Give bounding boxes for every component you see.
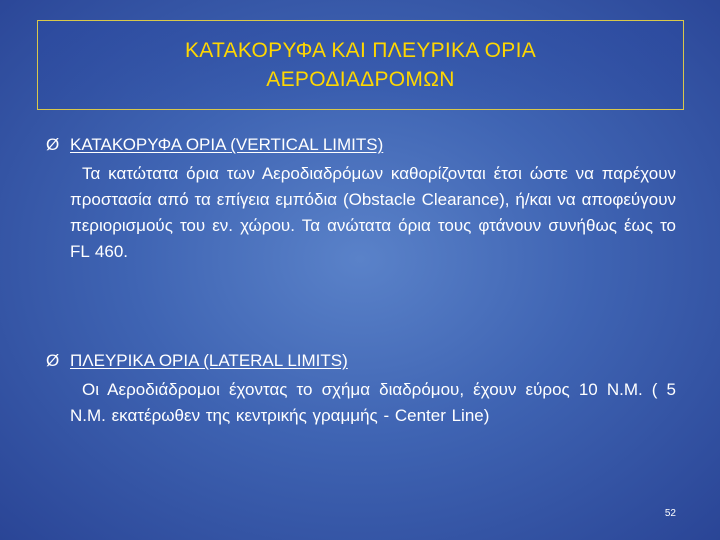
arrow-bullet-icon: Ø xyxy=(46,135,60,154)
section-body-lateral: Οι Αεροδιάδρομοι έχοντας το σχήμα διαδρόμου, έχουν εύρος 10 N.M. ( 5 N.M. εκατέρωθεν της κεντρικής γραμμής - Center Line) xyxy=(70,380,676,425)
section-heading-row xyxy=(46,349,676,373)
section-heading-lateral: ΠΛΕΥΡΙΚΑ ΟΡΙΑ (LATERAL LIMITS) xyxy=(70,351,348,370)
slide-title-box xyxy=(37,20,684,110)
slide-title-line-2: ΑΕΡΟΔΙΑΔΡΟΜΩΝ xyxy=(266,68,455,91)
section-lateral-limits xyxy=(46,349,676,429)
slide-title-line-1: ΚΑΤΑΚΟΡΥΦΑ ΚΑΙ ΠΛΕΥΡΙΚΑ ΟΡΙΑ xyxy=(184,39,537,62)
arrow-bullet-icon: Ø xyxy=(46,351,60,370)
section-vertical-limits xyxy=(46,133,676,265)
page-number: 52 xyxy=(664,508,676,519)
section-heading-vertical: ΚΑΤΑΚΟΡΥΦΑ ΟΡΙΑ (VERTICAL LIMITS) xyxy=(70,135,384,154)
section-body-vertical: Τα κατώτατα όρια των Αεροδιαδρόμων καθορίζονται έτσι ώστε να παρέχουν προστασία από τα επίγεια εμπόδια (Obstacle Clearance), ή/και να αποφεύγουν περιορισμούς του εν. χώρου. Τα ανώτατα όρια τους φτάνουν συνήθως έως το FL 460. xyxy=(70,164,676,261)
section-heading-row xyxy=(46,133,676,157)
